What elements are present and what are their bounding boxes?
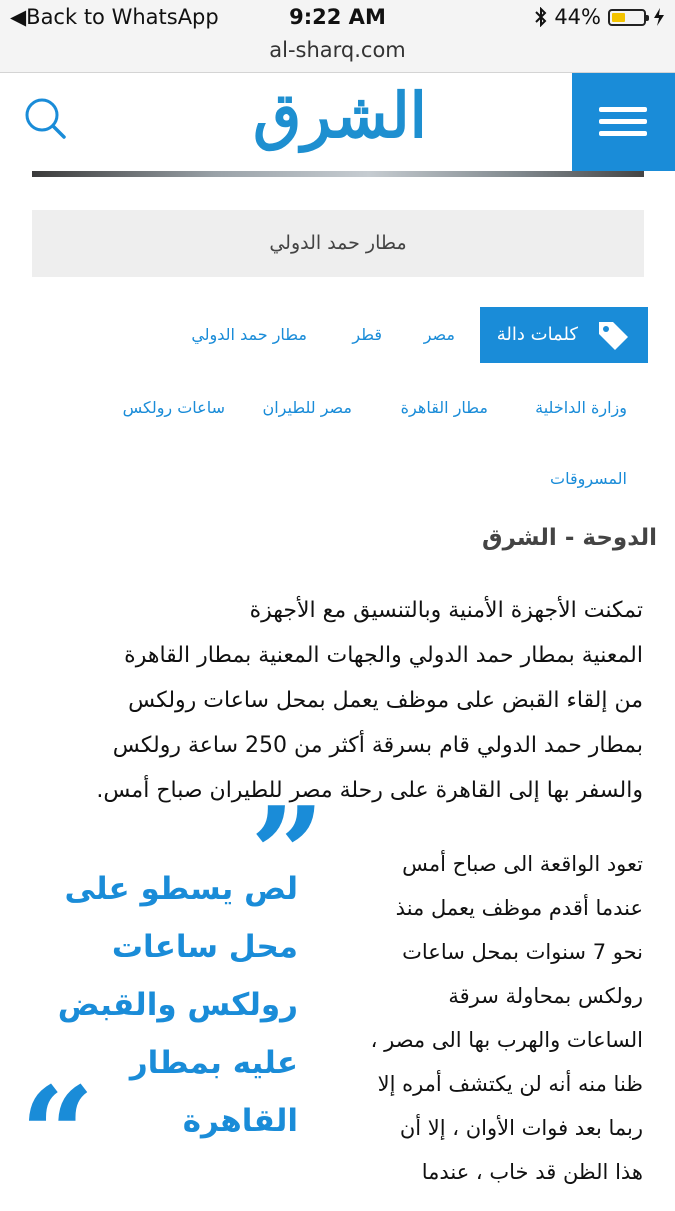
search-icon bbox=[20, 93, 72, 145]
quote-line: محل ساعات bbox=[111, 929, 298, 965]
url-bar[interactable] bbox=[0, 38, 675, 73]
text-line: الساعات والهرب بها الى مصر ، bbox=[370, 1028, 643, 1052]
text-line: نحو 7 سنوات بمحل ساعات bbox=[402, 940, 643, 964]
open-quote-icon: “ bbox=[20, 1058, 95, 1211]
back-to-app-link[interactable]: ◀Back to WhatsApp bbox=[10, 5, 219, 29]
article-paragraph-2 bbox=[371, 842, 643, 1194]
hamburger-line bbox=[599, 119, 647, 124]
text-line: بمطار حمد الدولي قام بسرقة أكثر من 250 ساعة رولكس bbox=[112, 733, 643, 758]
back-label: Back to WhatsApp bbox=[26, 5, 219, 29]
tag-link[interactable]: مصر للطيران bbox=[262, 398, 352, 417]
tag-link[interactable]: وزارة الداخلية bbox=[535, 398, 627, 417]
article-image bbox=[32, 171, 644, 177]
url-text: al-sharq.com bbox=[269, 38, 406, 62]
text-line: تمكنت الأجهزة الأمنية وبالتنسيق مع الأجهزة bbox=[249, 598, 643, 623]
tag-link[interactable]: مصر bbox=[423, 325, 455, 344]
text-line: عندما أقدم موظف يعمل منذ bbox=[395, 896, 643, 920]
tag-link[interactable]: ساعات رولكس bbox=[122, 398, 225, 417]
tag-icon bbox=[596, 319, 630, 351]
bluetooth-icon bbox=[535, 7, 547, 27]
text-line: هذا الظن قد خاب ، عندما bbox=[421, 1160, 643, 1184]
quote-line: القاهرة bbox=[182, 1103, 298, 1139]
hamburger-menu-icon bbox=[599, 107, 647, 112]
article-dateline: الدوحة - الشرق bbox=[482, 525, 657, 551]
site-logo[interactable]: الشرق bbox=[253, 79, 427, 152]
text-line: ربما بعد فوات الأوان ، إلا أن bbox=[399, 1116, 643, 1140]
text-line: رولكس بمحاولة سرقة bbox=[448, 984, 643, 1008]
tag-link[interactable]: مطار القاهرة bbox=[400, 398, 488, 417]
article-paragraph-1 bbox=[96, 588, 643, 813]
quote-line: لص يسطو على bbox=[64, 871, 298, 907]
text-line: ظنا منه أنه لن يكتشف أمره إلا bbox=[377, 1072, 643, 1096]
tags-header-label: كلمات دالة bbox=[496, 324, 578, 345]
status-indicators bbox=[535, 5, 665, 29]
close-quote-icon: ” bbox=[250, 778, 325, 931]
site-header bbox=[0, 73, 675, 171]
tag-link[interactable]: قطر bbox=[352, 325, 382, 344]
tag-link[interactable]: المسروقات bbox=[550, 469, 627, 488]
battery-percent: 44% bbox=[554, 5, 601, 29]
battery-icon bbox=[608, 9, 646, 26]
status-bar bbox=[0, 0, 675, 38]
tag-link[interactable]: مطار حمد الدولي bbox=[191, 325, 307, 344]
quote-line: عليه بمطار bbox=[129, 1045, 298, 1081]
tags-header bbox=[480, 307, 648, 363]
hamburger-line bbox=[599, 131, 647, 136]
search-button[interactable] bbox=[20, 93, 72, 145]
text-line: من إلقاء القبض على موظف يعمل بمحل ساعات رولكس bbox=[128, 688, 643, 713]
charging-bolt-icon bbox=[653, 7, 665, 27]
image-caption: مطار حمد الدولي bbox=[32, 210, 644, 277]
text-line: والسفر بها إلى القاهرة على رحلة مصر للطيران صباح أمس. bbox=[96, 778, 643, 803]
clock: 9:22 AM bbox=[289, 5, 386, 29]
menu-button[interactable] bbox=[572, 73, 675, 171]
text-line: تعود الواقعة الى صباح أمس bbox=[402, 852, 643, 876]
quote-line: رولكس والقبض bbox=[57, 987, 298, 1023]
text-line: المعنية بمطار حمد الدولي والجهات المعنية بمطار القاهرة bbox=[124, 643, 643, 668]
pull-quote bbox=[57, 860, 298, 1150]
